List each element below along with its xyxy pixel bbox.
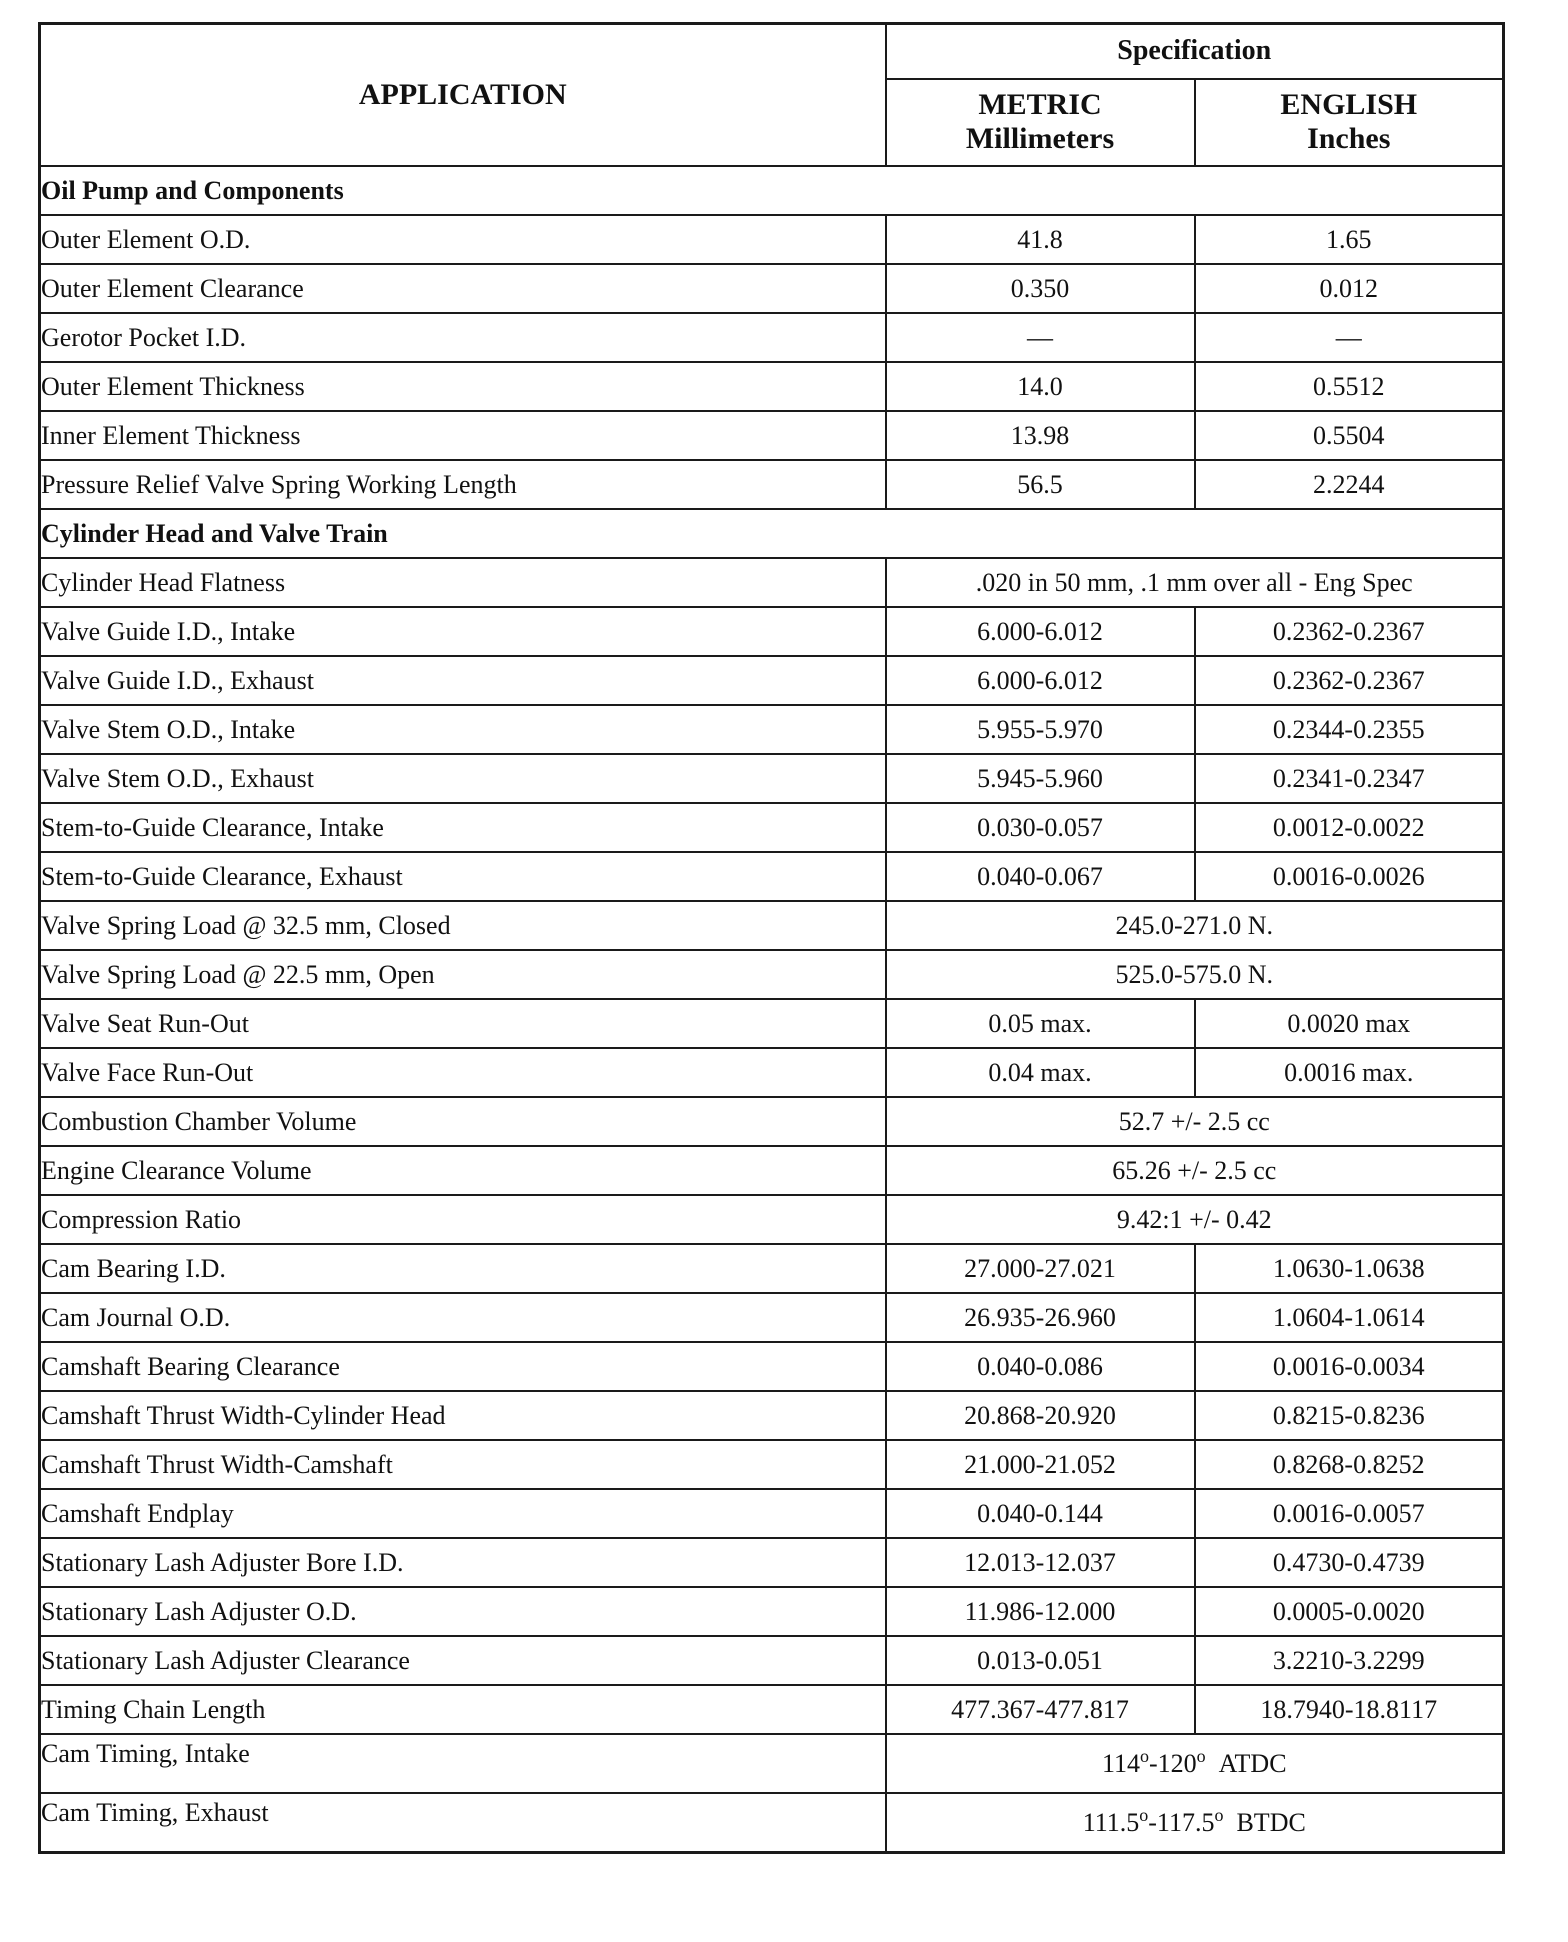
degree-symbol: o (1214, 1804, 1224, 1825)
application-cell: Cylinder Head Flatness (40, 558, 886, 607)
table-row (40, 362, 1504, 411)
table-row (40, 950, 1504, 999)
timing-from: 114 (1101, 1748, 1140, 1778)
table-row (40, 1793, 1504, 1853)
timing-suffix: ATDC (1218, 1748, 1287, 1778)
metric-value-cell: — (886, 313, 1195, 362)
application-cell: Cam Timing, Intake (40, 1734, 886, 1793)
application-cell: Valve Guide I.D., Intake (40, 607, 886, 656)
metric-value-cell: 27.000-27.021 (886, 1244, 1195, 1293)
metric-unit: Millimeters (965, 122, 1115, 156)
combined-value-cell: 65.26 +/- 2.5 cc (886, 1146, 1504, 1195)
timing-suffix: BTDC (1236, 1807, 1306, 1837)
degree-symbol: o (1196, 1745, 1206, 1766)
english-value-cell: 0.2344-0.2355 (1195, 705, 1504, 754)
table-row (40, 1391, 1504, 1440)
table-row (40, 901, 1504, 950)
metric-value-cell: 0.030-0.057 (886, 803, 1195, 852)
table-row (40, 852, 1504, 901)
application-cell: Timing Chain Length (40, 1685, 886, 1734)
table-row (40, 656, 1504, 705)
application-cell: Outer Element Thickness (40, 362, 886, 411)
english-value-cell: 0.4730-0.4739 (1195, 1538, 1504, 1587)
table-row (40, 1440, 1504, 1489)
table-row (40, 264, 1504, 313)
metric-value-cell: 0.05 max. (886, 999, 1195, 1048)
section-header-row (40, 509, 1504, 558)
combined-value-cell: .020 in 50 mm, .1 mm over all - Eng Spec (886, 558, 1504, 607)
english-value-cell: 2.2244 (1195, 460, 1504, 509)
application-cell: Outer Element Clearance (40, 264, 886, 313)
specification-body (40, 166, 1504, 1853)
combined-value-cell: 9.42:1 +/- 0.42 (886, 1195, 1504, 1244)
metric-value-cell: 12.013-12.037 (886, 1538, 1195, 1587)
metric-value-cell: 20.868-20.920 (886, 1391, 1195, 1440)
english-value-cell: 0.2362-0.2367 (1195, 607, 1504, 656)
table-row (40, 1734, 1504, 1793)
application-cell: Pressure Relief Valve Spring Working Length (40, 460, 886, 509)
table-row (40, 803, 1504, 852)
metric-value-cell: 21.000-21.052 (886, 1440, 1195, 1489)
metric-value-cell: 0.04 max. (886, 1048, 1195, 1097)
application-cell: Cam Bearing I.D. (40, 1244, 886, 1293)
timing-from: 111.5 (1082, 1807, 1140, 1837)
english-value-cell: 0.2341-0.2347 (1195, 754, 1504, 803)
application-cell: Gerotor Pocket I.D. (40, 313, 886, 362)
degree-symbol: o (1139, 1745, 1149, 1766)
table-row (40, 705, 1504, 754)
english-value-cell: 0.0016-0.0034 (1195, 1342, 1504, 1391)
english-value-cell: 1.0630-1.0638 (1195, 1244, 1504, 1293)
table-row (40, 558, 1504, 607)
english-header (1195, 79, 1504, 166)
table-row (40, 754, 1504, 803)
table-row (40, 1293, 1504, 1342)
english-value-cell: 0.0005-0.0020 (1195, 1587, 1504, 1636)
table-row (40, 1342, 1504, 1391)
application-cell: Valve Stem O.D., Exhaust (40, 754, 886, 803)
table-row (40, 1685, 1504, 1734)
english-value-cell: 0.012 (1195, 264, 1504, 313)
application-cell: Stationary Lash Adjuster Clearance (40, 1636, 886, 1685)
combined-value-cell: 525.0-575.0 N. (886, 950, 1504, 999)
application-cell: Valve Spring Load @ 32.5 mm, Closed (40, 901, 886, 950)
english-value-cell: — (1195, 313, 1504, 362)
table-row (40, 1538, 1504, 1587)
english-value-cell: 18.7940-18.8117 (1195, 1685, 1504, 1734)
application-cell: Stem-to-Guide Clearance, Exhaust (40, 852, 886, 901)
table-row (40, 1097, 1504, 1146)
section-title: Cylinder Head and Valve Train (40, 509, 1504, 558)
english-value-cell: 1.0604-1.0614 (1195, 1293, 1504, 1342)
metric-value-cell: 13.98 (886, 411, 1195, 460)
metric-value-cell: 0.040-0.144 (886, 1489, 1195, 1538)
section-header-row (40, 166, 1504, 215)
english-value-cell: 0.0016-0.0026 (1195, 852, 1504, 901)
english-value-cell: 1.65 (1195, 215, 1504, 264)
application-cell: Camshaft Bearing Clearance (40, 1342, 886, 1391)
metric-value-cell: 41.8 (886, 215, 1195, 264)
metric-value-cell: 477.367-477.817 (886, 1685, 1195, 1734)
metric-value-cell: 0.040-0.086 (886, 1342, 1195, 1391)
english-value-cell: 0.5512 (1195, 362, 1504, 411)
table-row (40, 215, 1504, 264)
table-row (40, 313, 1504, 362)
timing-to: -120 (1148, 1748, 1197, 1778)
application-cell: Valve Seat Run-Out (40, 999, 886, 1048)
english-value-cell: 0.2362-0.2367 (1195, 656, 1504, 705)
metric-value-cell: 26.935-26.960 (886, 1293, 1195, 1342)
english-value-cell: 3.2210-3.2299 (1195, 1636, 1504, 1685)
application-cell: Cam Timing, Exhaust (40, 1793, 886, 1853)
metric-value-cell: 5.945-5.960 (886, 754, 1195, 803)
table-row (40, 1048, 1504, 1097)
timing-value-cell (886, 1793, 1504, 1853)
application-cell: Valve Guide I.D., Exhaust (40, 656, 886, 705)
english-value-cell: 0.5504 (1195, 411, 1504, 460)
table-row (40, 1587, 1504, 1636)
table-row (40, 411, 1504, 460)
table-row (40, 1489, 1504, 1538)
combined-value-cell: 52.7 +/- 2.5 cc (886, 1097, 1504, 1146)
application-cell: Cam Journal O.D. (40, 1293, 886, 1342)
english-unit: Inches (1307, 122, 1391, 156)
table-row (40, 1244, 1504, 1293)
english-value-cell: 0.0020 max (1195, 999, 1504, 1048)
application-cell: Camshaft Endplay (40, 1489, 886, 1538)
metric-header (886, 79, 1195, 166)
english-value-cell: 0.0016-0.0057 (1195, 1489, 1504, 1538)
application-header: APPLICATION (40, 24, 886, 167)
application-cell: Inner Element Thickness (40, 411, 886, 460)
table-row (40, 1636, 1504, 1685)
application-cell: Stationary Lash Adjuster Bore I.D. (40, 1538, 886, 1587)
table-row (40, 1195, 1504, 1244)
table-row (40, 460, 1504, 509)
specification-header: Specification (886, 24, 1504, 79)
metric-value-cell: 6.000-6.012 (886, 607, 1195, 656)
spec-sheet (38, 22, 1502, 1854)
specification-table (38, 22, 1505, 1854)
application-cell: Camshaft Thrust Width-Camshaft (40, 1440, 886, 1489)
degree-symbol: o (1139, 1804, 1149, 1825)
application-cell: Compression Ratio (40, 1195, 886, 1244)
application-cell: Camshaft Thrust Width-Cylinder Head (40, 1391, 886, 1440)
application-cell: Stationary Lash Adjuster O.D. (40, 1587, 886, 1636)
application-cell: Valve Spring Load @ 22.5 mm, Open (40, 950, 886, 999)
section-title: Oil Pump and Components (40, 166, 1504, 215)
timing-value-cell (886, 1734, 1504, 1793)
english-label: ENGLISH (1280, 88, 1418, 122)
application-cell: Combustion Chamber Volume (40, 1097, 886, 1146)
english-value-cell: 0.8215-0.8236 (1195, 1391, 1504, 1440)
table-row (40, 999, 1504, 1048)
application-cell: Outer Element O.D. (40, 215, 886, 264)
metric-value-cell: 11.986-12.000 (886, 1587, 1195, 1636)
metric-value-cell: 0.013-0.051 (886, 1636, 1195, 1685)
table-row (40, 1146, 1504, 1195)
english-value-cell: 0.0012-0.0022 (1195, 803, 1504, 852)
metric-value-cell: 56.5 (886, 460, 1195, 509)
metric-value-cell: 5.955-5.970 (886, 705, 1195, 754)
table-row (40, 607, 1504, 656)
metric-value-cell: 0.040-0.067 (886, 852, 1195, 901)
metric-value-cell: 6.000-6.012 (886, 656, 1195, 705)
combined-value-cell: 245.0-271.0 N. (886, 901, 1504, 950)
application-cell: Stem-to-Guide Clearance, Intake (40, 803, 886, 852)
application-cell: Valve Stem O.D., Intake (40, 705, 886, 754)
application-cell: Engine Clearance Volume (40, 1146, 886, 1195)
metric-label: METRIC (978, 88, 1102, 122)
english-value-cell: 0.0016 max. (1195, 1048, 1504, 1097)
english-value-cell: 0.8268-0.8252 (1195, 1440, 1504, 1489)
application-cell: Valve Face Run-Out (40, 1048, 886, 1097)
timing-to: -117.5 (1148, 1807, 1215, 1837)
metric-value-cell: 0.350 (886, 264, 1195, 313)
metric-value-cell: 14.0 (886, 362, 1195, 411)
